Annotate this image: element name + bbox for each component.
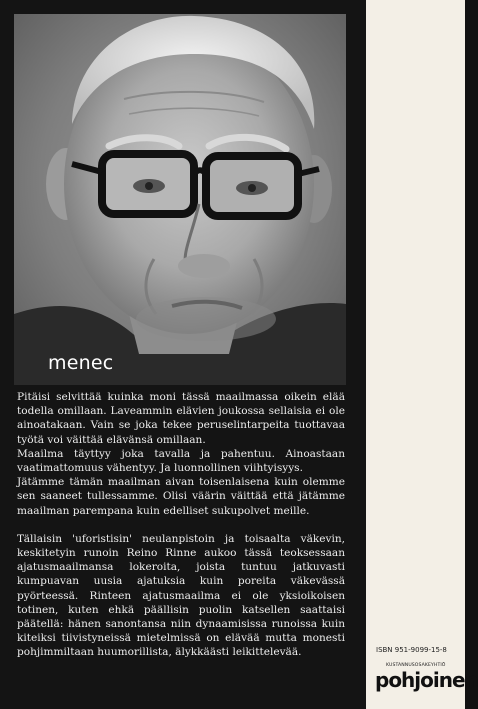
blurb-paragraph: Pitäisi selvittää kuinka moni tässä maailmassa oikein elää todella omillaan. Laveammin elävien joukossa sellaisia ei ole ainoatakaan. Vain se joka tekee peruselintarpeita tuottavaa työtä voi väittää elävänsä omillaan. (17, 391, 345, 446)
isbn-number: ISBN 951-9099-15-8 (376, 646, 447, 654)
author-portrait-photo (14, 14, 346, 385)
watermark-text: menec (48, 352, 114, 374)
publisher-logo: pohjoinen (375, 668, 478, 692)
blurb-paragraph: Jätämme tämän maailman aivan toisenlaisena kuin olemme sen saaneet tullessamme. Olisi väärin väittää että jätämme maailman parempana kuin edelliset sukupolvet meille. (17, 476, 345, 517)
blurb-text (17, 390, 345, 660)
publisher-kicker: KUSTANNUSOSAKEYHTIÖ (386, 663, 446, 668)
blurb-paragraph: Maailma täyttyy joka tavalla ja pahentuu. Ainoastaan vaatimattomuus vähentyy. Ja luonnollinen viihtyisyys. (17, 447, 345, 475)
blurb-paragraph: Tällaisin 'uforistisin' neulanpistoin ja toisaalta väkevin, keskitetyin runoin Reino Rinne aukoo tässä teoksessaan ajatusmaailmansa lokeroita, joista tuntuu jatkuvasti kumpuavan uusia ajatuksia kuin poreita väkevässä pyörteessä. Rinteen ajatusmaailma ei ole yksioikoisen totinen, kuten ehkä päällisin puolin katsellen saattaisi päätellä: hänen sanontansa niin dynaamisissa runoissa kuin kiteiksi tiivistyneissä mietelmissä on elävää mutta monesti pohjimmiltaan huumorillista, älykkäästi leikittelevää. (17, 532, 345, 659)
cover-side-strip (366, 0, 465, 709)
